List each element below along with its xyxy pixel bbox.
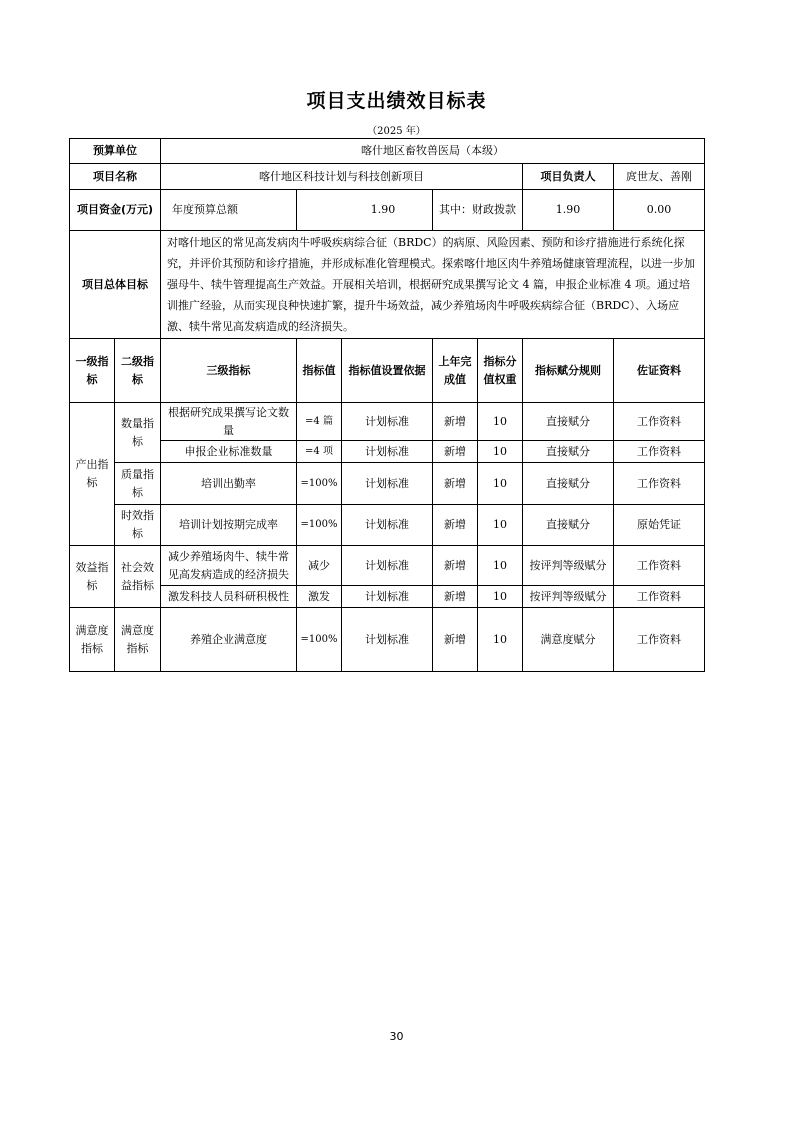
header-basis: 指标值设置依据 xyxy=(342,339,433,403)
funds-label: 项目资金(万元) xyxy=(70,190,161,231)
indicator-value: 激发 xyxy=(297,586,342,608)
header-evidence: 佐证资料 xyxy=(614,339,705,403)
level3-name: 根据研究成果撰写论文数量 xyxy=(161,403,297,441)
scoring-rule: 直接赋分 xyxy=(523,441,614,463)
indicator-value: =4 篇 xyxy=(297,403,342,441)
overall-goal-text: 对喀什地区的常见高发病肉牛呼吸疾病综合征（BRDC）的病原、风险因素、预防和诊疗措施进行系统化探究，并评价其预防和诊疗措施，并形成标准化管理模式。探索喀什地区肉牛养殖场健康管理流程，以进一步加强母牛、犊牛管理提高生产效益。开展相关培训，根据研究成果撰写论文 4 篇，申报企业标准 4 项。通过培训推广经验，从而实现良种快速扩繁，提升牛场效益，减少养殖场肉牛呼吸疾病综合征（BRDC）、入场应激、犊牛常见高发病造成的经济损失。 xyxy=(161,231,705,339)
project-name-value: 喀什地区科技计划与科技创新项目 xyxy=(161,164,523,190)
weight: 10 xyxy=(478,546,523,586)
evidence: 工作资料 xyxy=(614,403,705,441)
level3-name: 申报企业标准数量 xyxy=(161,441,297,463)
level3-name: 激发科技人员科研积极性 xyxy=(161,586,297,608)
evidence: 工作资料 xyxy=(614,463,705,505)
overall-goal-label: 项目总体目标 xyxy=(70,231,161,339)
indicator-basis: 计划标准 xyxy=(342,586,433,608)
indicator-basis: 计划标准 xyxy=(342,403,433,441)
indicator-basis: 计划标准 xyxy=(342,441,433,463)
weight: 10 xyxy=(478,463,523,505)
level2-satisfaction: 满意度指标 xyxy=(115,608,161,672)
other-funds-cells xyxy=(614,190,705,231)
table-row xyxy=(70,441,705,463)
prev-value: 新增 xyxy=(433,403,478,441)
scoring-rule: 满意度赋分 xyxy=(523,608,614,672)
scoring-rule: 按评判等级赋分 xyxy=(523,586,614,608)
project-leader-label: 项目负责人 xyxy=(523,164,614,190)
table-row xyxy=(70,586,705,608)
indicator-basis: 计划标准 xyxy=(342,505,433,546)
scoring-rule: 直接赋分 xyxy=(523,505,614,546)
project-leader-value: 庹世友、善刚 xyxy=(614,164,705,190)
prev-value: 新增 xyxy=(433,608,478,672)
page-number: 30 xyxy=(389,1030,404,1043)
year-label: （2025 年） xyxy=(367,126,426,137)
scoring-rule: 直接赋分 xyxy=(523,463,614,505)
table-row xyxy=(70,505,705,546)
level2-timeliness: 时效指标 xyxy=(115,505,161,546)
overall-goal-row xyxy=(70,231,705,339)
evidence: 工作资料 xyxy=(614,546,705,586)
weight: 10 xyxy=(478,505,523,546)
prev-value: 新增 xyxy=(433,586,478,608)
table-row xyxy=(70,546,705,586)
header-level3: 三级指标 xyxy=(161,339,297,403)
funds-row xyxy=(70,190,705,231)
level3-name: 养殖企业满意度 xyxy=(161,608,297,672)
prev-value: 新增 xyxy=(433,505,478,546)
project-name-label: 项目名称 xyxy=(70,164,161,190)
indicator-value: =100% xyxy=(297,608,342,672)
indicator-header-row xyxy=(70,339,705,403)
weight: 10 xyxy=(478,403,523,441)
level2-social-benefit: 社会效益指标 xyxy=(115,546,161,608)
indicator-basis: 计划标准 xyxy=(342,463,433,505)
prev-value: 新增 xyxy=(433,441,478,463)
header-weight: 指标分值权重 xyxy=(478,339,523,403)
indicator-value: =100% xyxy=(297,463,342,505)
other-funds-value: 0.00 xyxy=(646,203,672,216)
budget-unit-row xyxy=(70,139,705,164)
level2-quality: 质量指标 xyxy=(115,463,161,505)
level1-benefit: 效益指标 xyxy=(70,546,115,608)
header-level1: 一级指标 xyxy=(70,339,115,403)
budget-unit-value: 喀什地区畜牧兽医局（本级） xyxy=(161,139,705,164)
annual-budget-label: 年度预算总额 xyxy=(161,190,297,231)
page-title: 项目支出绩效目标表 xyxy=(306,90,487,112)
fiscal-allocation-value: 1.90 xyxy=(523,190,614,231)
evidence: 工作资料 xyxy=(614,608,705,672)
table-row xyxy=(70,463,705,505)
prev-value: 新增 xyxy=(433,463,478,505)
level1-satisfaction: 满意度指标 xyxy=(70,608,115,672)
annual-budget-value: 1.90 xyxy=(297,190,433,231)
evidence: 工作资料 xyxy=(614,586,705,608)
level3-name: 培训计划按期完成率 xyxy=(161,505,297,546)
weight: 10 xyxy=(478,586,523,608)
evidence: 工作资料 xyxy=(614,441,705,463)
header-prev-value: 上年完成值 xyxy=(433,339,478,403)
table-row xyxy=(70,608,705,672)
indicator-value: =4 项 xyxy=(297,441,342,463)
indicator-value: 减少 xyxy=(297,546,342,586)
scoring-rule: 按评判等级赋分 xyxy=(523,546,614,586)
performance-target-table xyxy=(69,138,705,672)
budget-unit-label: 预算单位 xyxy=(70,139,161,164)
fiscal-allocation-label: 其中：财政拨款 xyxy=(433,190,523,231)
prev-value: 新增 xyxy=(433,546,478,586)
level1-output: 产出指标 xyxy=(70,403,115,546)
header-level2: 二级指标 xyxy=(115,339,161,403)
header-value: 指标值 xyxy=(297,339,342,403)
indicator-value: =100% xyxy=(297,505,342,546)
weight: 10 xyxy=(478,608,523,672)
evidence: 原始凭证 xyxy=(614,505,705,546)
level3-name: 培训出勤率 xyxy=(161,463,297,505)
level3-name: 减少养殖场肉牛、犊牛常见高发病造成的经济损失 xyxy=(161,546,297,586)
table-row xyxy=(70,403,705,441)
level2-quantity: 数量指标 xyxy=(115,403,161,463)
project-name-row xyxy=(70,164,705,190)
indicator-basis: 计划标准 xyxy=(342,546,433,586)
indicator-basis: 计划标准 xyxy=(342,608,433,672)
weight: 10 xyxy=(478,441,523,463)
header-rule: 指标赋分规则 xyxy=(523,339,614,403)
scoring-rule: 直接赋分 xyxy=(523,403,614,441)
